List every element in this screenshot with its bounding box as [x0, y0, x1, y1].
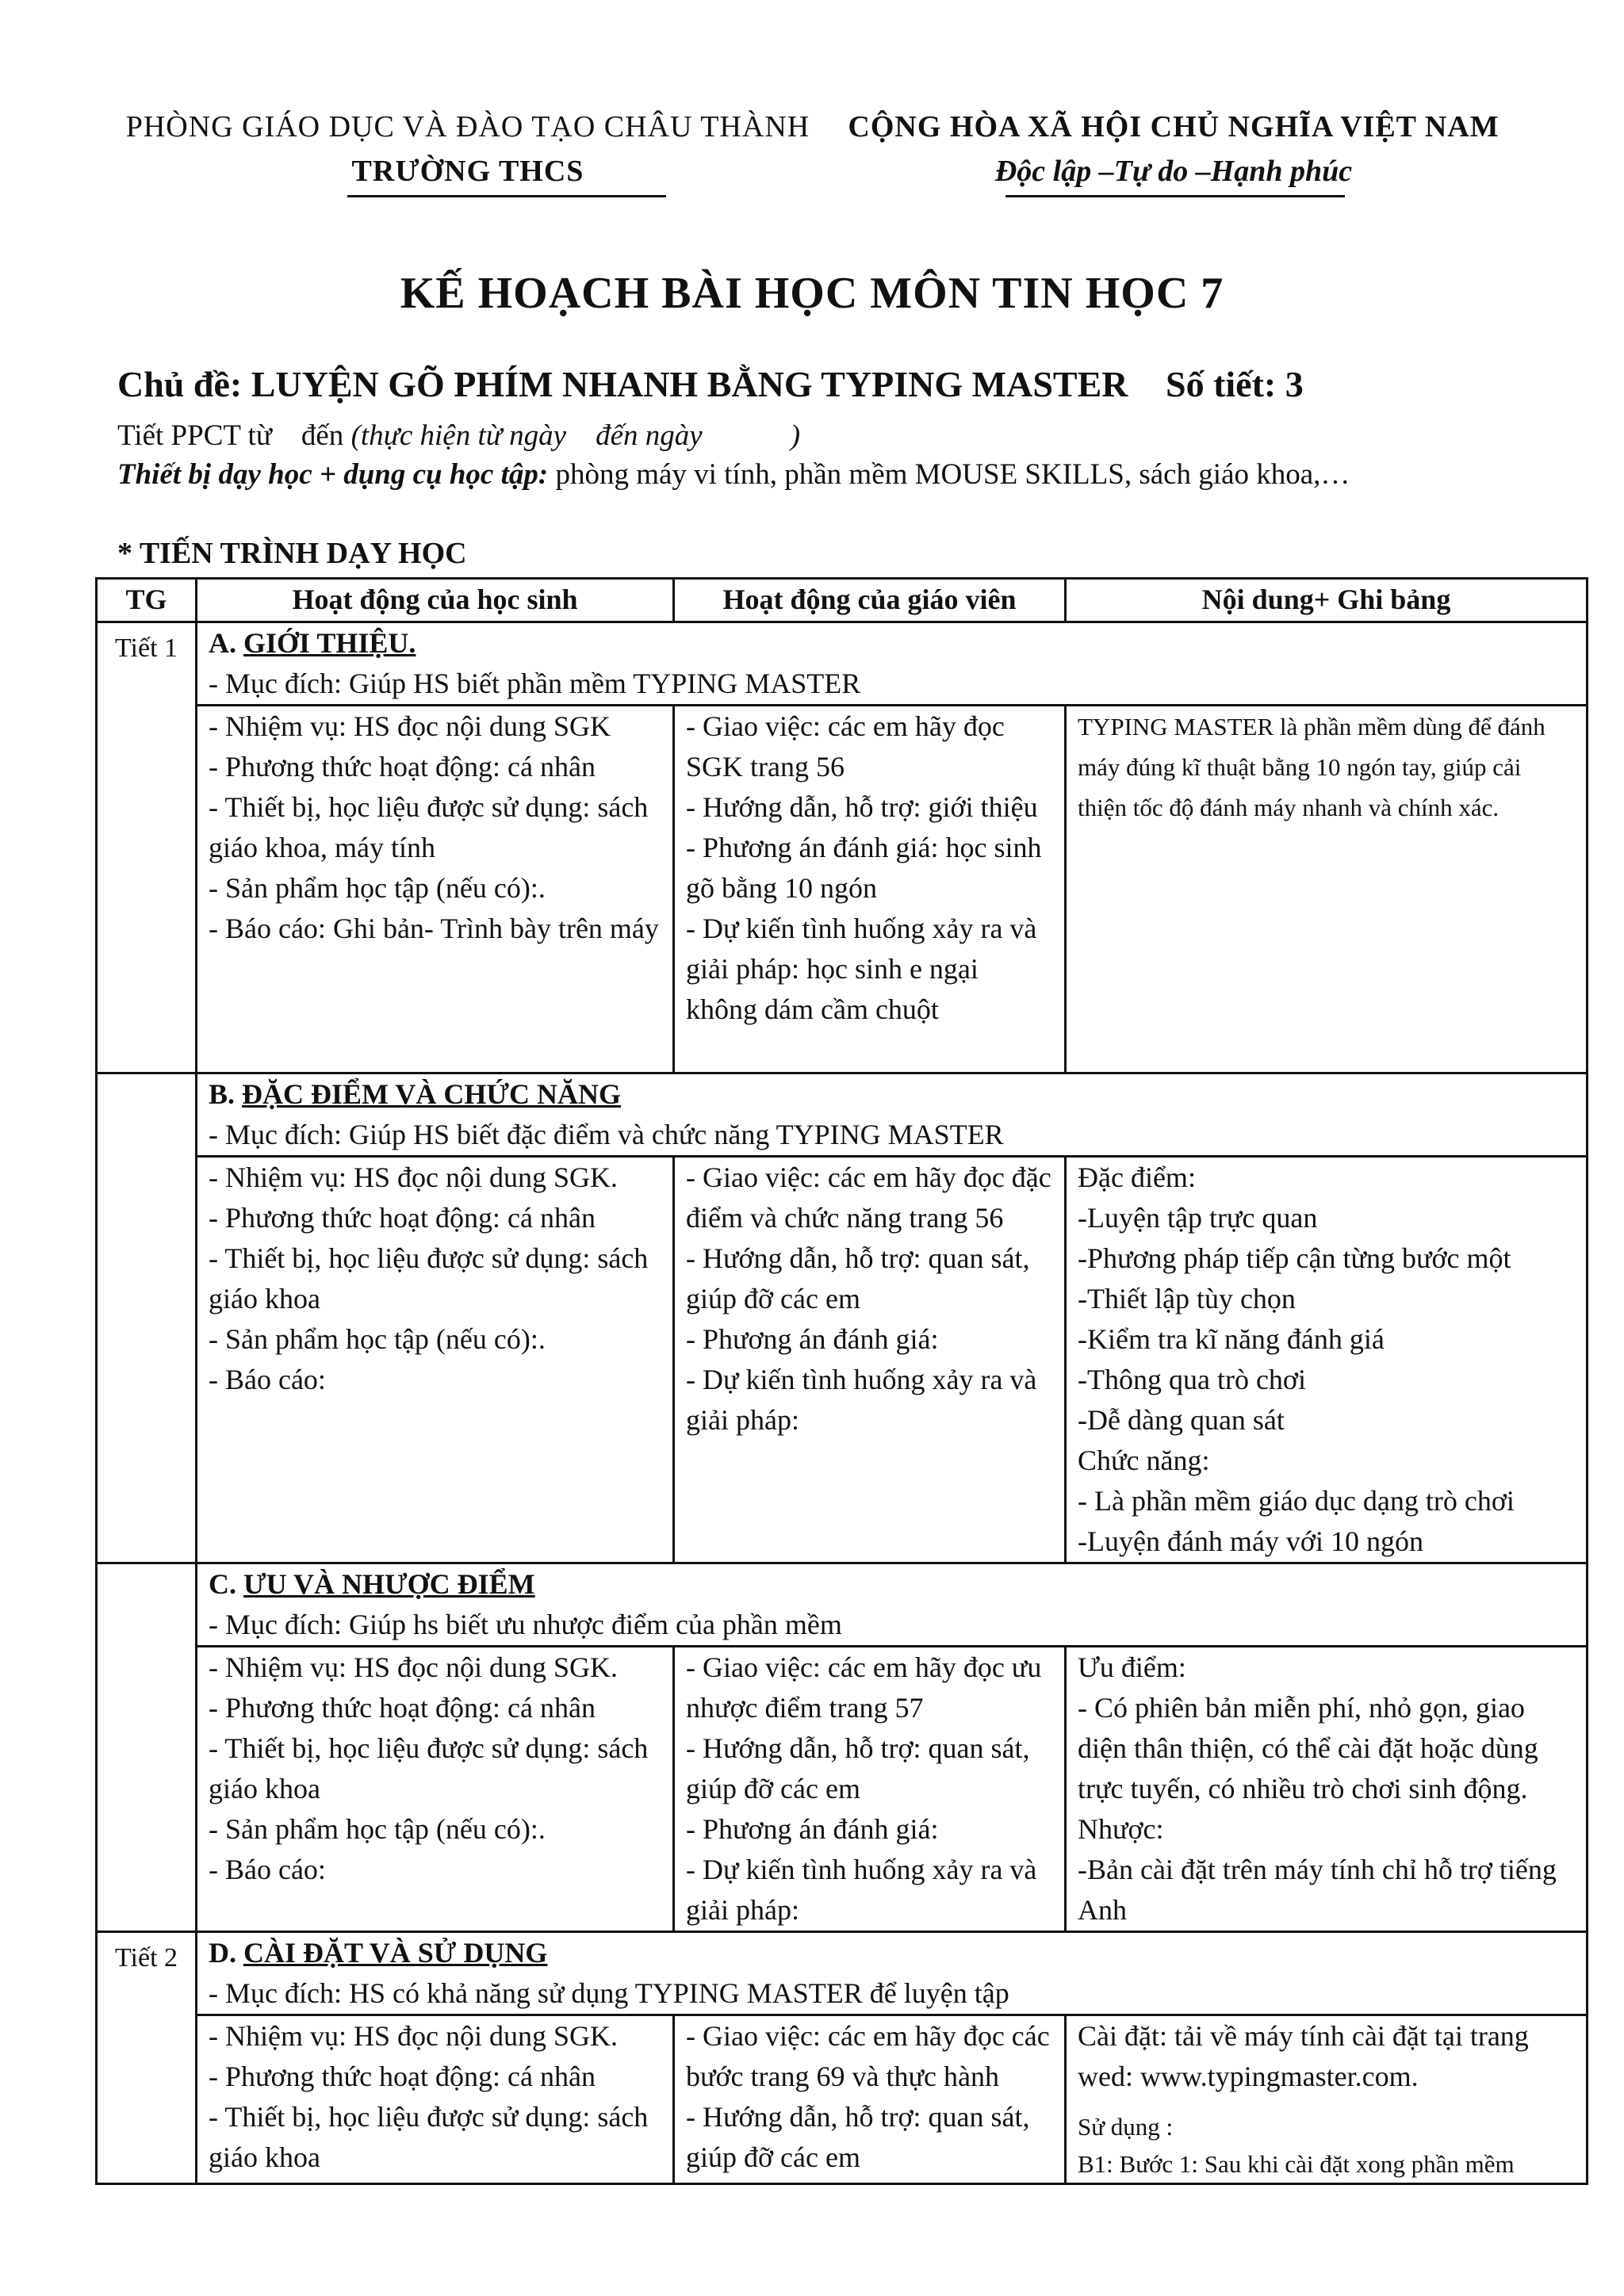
section-title-text: ƯU VÀ NHƯỢC ĐIỂM	[243, 1568, 535, 1600]
section-heading	[209, 1074, 1575, 1115]
process-heading: * TIẾN TRÌNH DẠY HỌC	[117, 537, 467, 570]
section-title	[197, 1932, 1588, 2015]
section-title-text: GIỚI THIỆU.	[243, 627, 416, 659]
header-teacher: Hoạt động của giáo viên	[674, 579, 1066, 622]
periods-count: Số tiết: 3	[1166, 364, 1304, 404]
section-title	[197, 622, 1588, 706]
lesson-plan-table	[95, 577, 1588, 2185]
equipment-value: phòng máy vi tính, phần mềm MOUSE SKILLS, sách giáo khoa,…	[555, 458, 1350, 491]
section-heading	[209, 1564, 1575, 1605]
header-left-rule	[347, 195, 666, 197]
lesson-content: Ưu điểm: - Có phiên bản miễn phí, nhỏ gọn, giao diện thân thiện, có thể cài đặt hoặc dùng trực tuyến, có nhiều trò chơi sinh động. Nhược: -Bản cài đặt trên máy tính chỉ hỗ trợ tiếng Anh	[1066, 1647, 1588, 1932]
content-install: Cài đặt: tải về máy tính cài đặt tại trang wed: www.typingmaster.com.	[1078, 2020, 1529, 2092]
student-activity: - Nhiệm vụ: HS đọc nội dung SGK. - Phương thức hoạt động: cá nhân - Thiết bị, học liệu được sử dụng: sách giáo khoa - Sản phẩm học tập (nếu có):. - Báo cáo:	[197, 1157, 674, 1563]
school-name: TRƯỜNG THCS	[351, 155, 584, 188]
national-motto: Độc lập –Tự do –Hạnh phúc	[994, 155, 1353, 188]
header-right-rule	[1005, 195, 1345, 197]
teacher-activity: - Giao việc: các em hãy đọc đặc điểm và chức năng trang 56 - Hướng dẫn, hỗ trợ: quan sát, giúp đỡ các em - Phương án đánh giá: - Dự kiến tình huống xảy ra và giải pháp:	[674, 1157, 1066, 1563]
section-c-body-row	[97, 1647, 1588, 1932]
section-a-body-row	[97, 706, 1588, 1073]
section-heading	[209, 1933, 1575, 1973]
section-purpose: - Mục đích: Giúp hs biết ưu nhược điểm của phần mềm	[209, 1609, 842, 1640]
student-activity: - Nhiệm vụ: HS đọc nội dung SGK - Phương thức hoạt động: cá nhân - Thiết bị, học liệu được sử dụng: sách giáo khoa, máy tính - Sản phẩm học tập (nếu có):. - Báo cáo: Ghi bản- Trình bày trên máy	[197, 706, 674, 1073]
section-purpose: - Mục đích: HS có khả năng sử dụng TYPING MASTER để luyện tập	[209, 1977, 1009, 2009]
teacher-activity: - Giao việc: các em hãy đọc các bước trang 69 và thực hành - Hướng dẫn, hỗ trợ: quan sát, giúp đỡ các em	[674, 2015, 1066, 2184]
section-letter: B.	[209, 1078, 236, 1110]
lesson-content: Đặc điểm: -Luyện tập trực quan -Phương pháp tiếp cận từng bước một -Thiết lập tùy chọn -Kiểm tra kĩ năng đánh giá -Thông qua trò chơi -Dễ dàng quan sát Chức năng: - Là phần mềm giáo dục dạng trò chơi -Luyện đánh máy với 10 ngón	[1066, 1157, 1588, 1563]
equipment-line	[117, 457, 1350, 492]
section-letter: D.	[209, 1937, 236, 1969]
header-student: Hoạt động của học sinh	[197, 579, 674, 622]
section-letter: C.	[209, 1568, 236, 1600]
tg-cell: Tiết 1	[97, 622, 197, 1073]
equipment-label: Thiết bị dạy học + dụng cụ học tập:	[117, 458, 549, 491]
student-activity: - Nhiệm vụ: HS đọc nội dung SGK. - Phương thức hoạt động: cá nhân - Thiết bị, học liệu được sử dụng: sách giáo khoa - Sản phẩm học tập (nếu có):. - Báo cáo:	[197, 1647, 674, 1932]
national-title: CỘNG HÒA XÃ HỘI CHỦ NGHĨA VIỆT NAM	[848, 110, 1500, 144]
section-title-text: ĐẶC ĐIỂM VÀ CHỨC NĂNG	[242, 1078, 621, 1110]
lesson-content	[1066, 2015, 1588, 2184]
section-d-body-row	[97, 2015, 1588, 2184]
section-d-title-row	[97, 1932, 1588, 2015]
page-title: KẾ HOẠCH BÀI HỌC MÔN TIN HỌC 7	[400, 269, 1224, 318]
section-c-title-row	[97, 1563, 1588, 1647]
teacher-activity: - Giao việc: các em hãy đọc ưu nhược điểm trang 57 - Hướng dẫn, hỗ trợ: quan sát, giúp đỡ các em - Phương án đánh giá: - Dự kiến tình huống xảy ra và giải pháp:	[674, 1647, 1066, 1932]
header-content: Nội dung+ Ghi bảng	[1066, 579, 1588, 622]
tg-cell	[97, 1563, 197, 1932]
section-title-text: CÀI ĐẶT VÀ SỬ DỤNG	[243, 1937, 548, 1969]
tg-cell: Tiết 2	[97, 1932, 197, 2184]
ppct-plain: Tiết PPCT từ đến	[117, 419, 344, 452]
section-b-body-row	[97, 1157, 1588, 1563]
section-purpose: - Mục đích: Giúp HS biết đặc điểm và chức năng TYPING MASTER	[209, 1119, 1004, 1150]
header-right	[841, 105, 1507, 193]
tg-cell	[97, 1073, 197, 1563]
lesson-content: TYPING MASTER là phần mềm dùng để đánh máy đúng kĩ thuật bằng 10 ngón tay, giúp cải thiện tốc độ đánh máy nhanh và chính xác.	[1066, 706, 1588, 1073]
section-b-title-row	[97, 1073, 1588, 1157]
teacher-activity: - Giao việc: các em hãy đọc SGK trang 56 - Hướng dẫn, hỗ trợ: giới thiệu - Phương án đánh giá: học sinh gõ bằng 10 ngón - Dự kiến tình huống xảy ra và giải pháp: học sinh e ngại không dám cầm chuột	[674, 706, 1066, 1073]
section-heading	[209, 623, 1575, 664]
content-usage: Sử dụng : B1: Bước 1: Sau khi cài đặt xong phần mềm	[1078, 2113, 1515, 2178]
student-activity: - Nhiệm vụ: HS đọc nội dung SGK. - Phương thức hoạt động: cá nhân - Thiết bị, học liệu được sử dụng: sách giáo khoa	[197, 2015, 674, 2184]
table-header-row	[97, 579, 1588, 622]
section-a-title-row	[97, 622, 1588, 706]
department-name: PHÒNG GIÁO DỤC VÀ ĐÀO TẠO CHÂU THÀNH	[125, 110, 810, 144]
section-purpose: - Mục đích: Giúp HS biết phần mềm TYPING MASTER	[209, 668, 861, 699]
ppct-dates: (thực hiện từ ngày đến ngày )	[350, 419, 801, 452]
topic-line: Chủ đề: LUYỆN GÕ PHÍM NHANH BẰNG TYPING MASTER	[117, 364, 1128, 404]
section-title	[197, 1073, 1588, 1157]
section-title	[197, 1563, 1588, 1647]
header-left	[119, 105, 817, 193]
section-letter: A.	[209, 627, 236, 659]
header-tg: TG	[97, 579, 197, 622]
ppct-line	[117, 419, 800, 453]
